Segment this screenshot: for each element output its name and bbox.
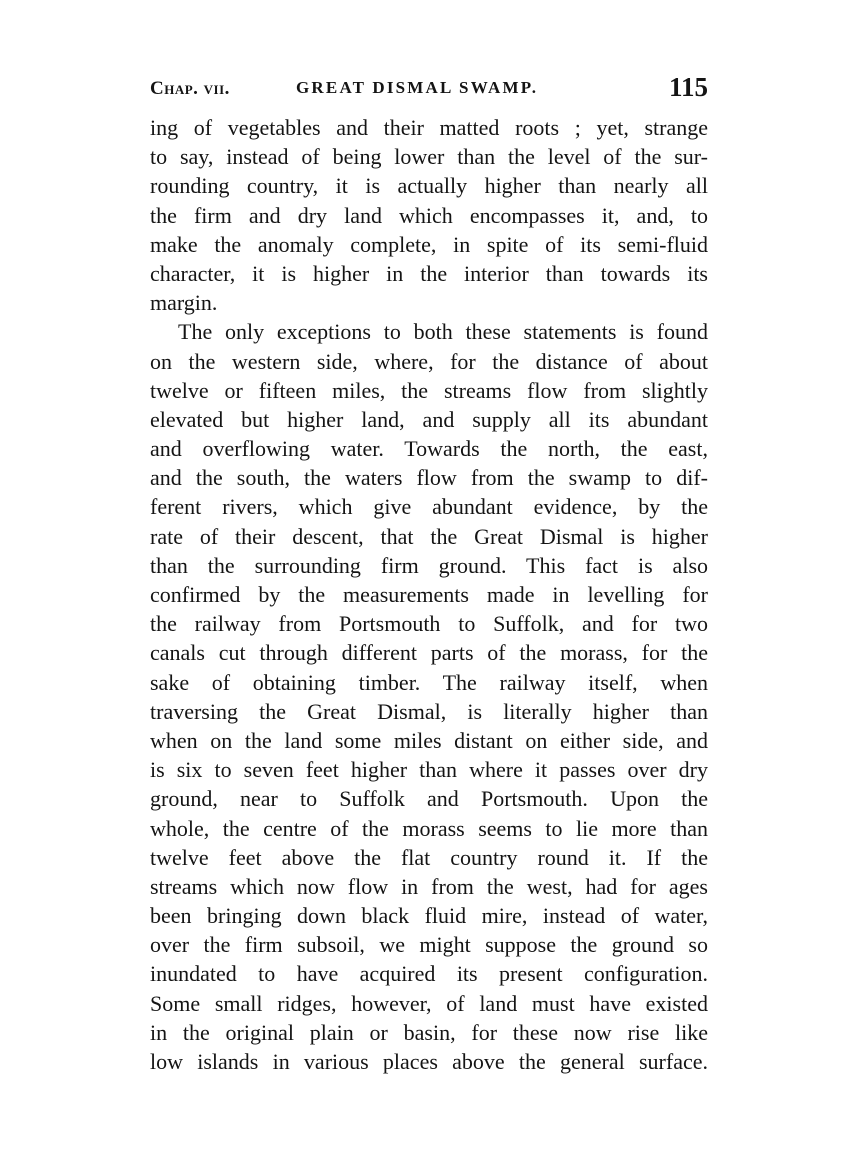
- text-line: confirmed by the measurements made in levelling for: [150, 582, 708, 607]
- text-line: over the firm subsoil, we might suppose the ground so: [150, 932, 708, 958]
- text-line: and the south, the waters flow from the swamp to dif-: [150, 465, 708, 491]
- chapter-label: Chap. vii.: [150, 78, 230, 99]
- text-line: the firm and dry land which encompasses it, and, to: [150, 202, 708, 228]
- text-line: Some small ridges, however, of land must have existed: [150, 990, 708, 1016]
- text-line: streams which now flow in from the west, had for ages: [150, 873, 708, 899]
- text-line: been bringing down black fluid mire, instead of water,: [150, 903, 708, 929]
- running-title: GREAT DISMAL SWAMP.: [296, 78, 539, 97]
- text-line: rate of their descent, that the Great Dismal is higher: [150, 523, 708, 549]
- text-line: margin.: [150, 290, 218, 316]
- text-line: ing of vegetables and their matted roots ; yet, strange: [150, 115, 708, 140]
- text-line: ground, near to Suffolk and Portsmouth. Upon the: [150, 786, 708, 812]
- text-line: character, it is higher in the interior than towards its: [150, 260, 708, 286]
- text-line: make the anomaly complete, in spite of its semi-fluid: [150, 231, 708, 257]
- text-line: to say, instead of being lower than the level of the sur-: [150, 144, 708, 170]
- text-line: and overflowing water. Towards the north, the east,: [150, 436, 708, 462]
- text-line: is six to seven feet higher than where it passes over dry: [150, 757, 708, 783]
- text-line: on the western side, where, for the distance of about: [150, 348, 708, 374]
- text-line: traversing the Great Dismal, is literally higher than: [150, 698, 708, 724]
- text-line: sake of obtaining timber. The railway itself, when: [150, 669, 708, 695]
- text-line: in the original plain or basin, for these now rise like: [150, 1019, 708, 1045]
- text-line: inundated to have acquired its present configuration.: [150, 961, 708, 987]
- text-line: canals cut through different parts of the morass, for the: [150, 640, 708, 666]
- text-line: whole, the centre of the morass seems to lie more than: [150, 815, 708, 841]
- text-line: twelve or fifteen miles, the streams flow from slightly: [150, 377, 708, 403]
- text-line: The only exceptions to both these statements is found: [178, 319, 708, 345]
- text-line: elevated but higher land, and supply all its abundant: [150, 406, 708, 432]
- text-line: rounding country, it is actually higher than nearly all: [150, 173, 708, 199]
- text-line: when on the land some miles distant on either side, and: [150, 727, 708, 753]
- running-head: [150, 72, 708, 106]
- text-line: ferent rivers, which give abundant evidence, by the: [150, 494, 708, 520]
- text-line: than the surrounding firm ground. This fact is also: [150, 552, 708, 578]
- page-number: 115: [668, 72, 708, 102]
- body-text: [150, 113, 708, 1076]
- text-line: twelve feet above the flat country round it. If the: [150, 844, 708, 870]
- text-line: the railway from Portsmouth to Suffolk, and for two: [150, 611, 708, 637]
- text-line: low islands in various places above the general surface.: [150, 1049, 708, 1074]
